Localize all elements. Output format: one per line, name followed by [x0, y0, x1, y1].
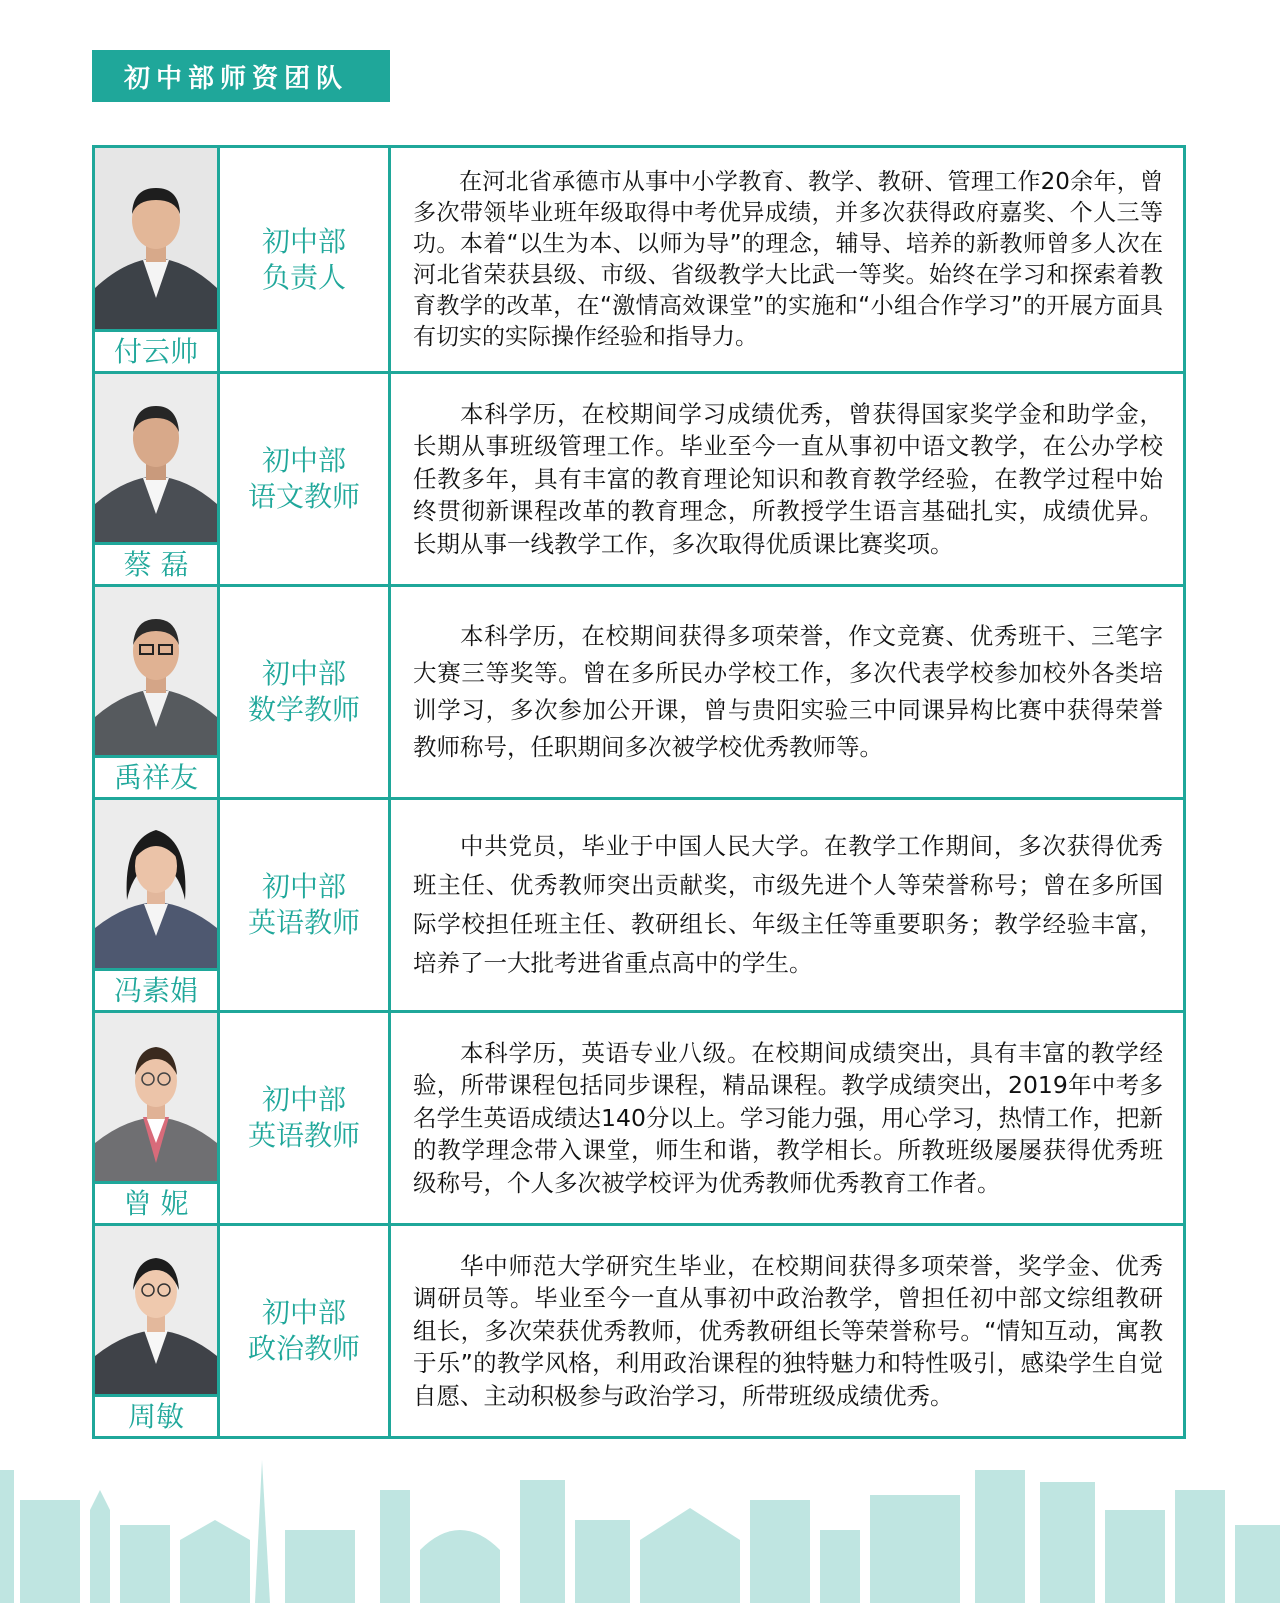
teacher-row	[94, 1225, 1185, 1438]
city-skyline-decoration	[0, 1430, 1280, 1603]
teacher-photo	[95, 1013, 217, 1181]
photo-cell	[94, 1012, 219, 1225]
portrait-female-glasses	[95, 1013, 217, 1181]
bio-cell	[390, 1012, 1185, 1225]
teacher-row	[94, 1012, 1185, 1225]
role-cell	[219, 586, 390, 799]
role-cell	[219, 147, 390, 373]
role-title: 语文教师	[247, 480, 360, 513]
teacher-row	[94, 799, 1185, 1012]
photo-cell	[94, 1225, 219, 1438]
role-title: 政治教师	[247, 1332, 360, 1365]
portrait-male-glasses	[95, 587, 217, 755]
teacher-bio: 本科学历，在校期间学习成绩优秀，曾获得国家奖学金和助学金，长期从事班级管理工作。毕业至今一直从事初中语文教学，在公办学校任教多年，具有丰富的教育理论知识和教育教学经验，在教学过程中始终贯彻新课程改革的教育理念，所教授学生语言基础扎实，成绩优异。长期从事一线教学工作，多次取得优质课比赛奖项。	[413, 399, 1163, 558]
teacher-bio: 中共党员，毕业于中国人民大学。在教学工作期间，多次获得优秀班主任、优秀教师突出贡献奖，市级先进个人等荣誉称号；曾在多所国际学校担任班主任、教研组长、年级主任等重要职务；教学经验丰富，培养了一大批考进省重点高中的学生。	[413, 832, 1163, 977]
teacher-name: 蔡 磊	[95, 542, 217, 584]
photo-cell	[94, 799, 219, 1012]
teacher-name: 曾 妮	[95, 1181, 217, 1223]
portrait-male	[95, 374, 217, 542]
portrait-male	[95, 148, 217, 329]
teacher-photo	[95, 800, 217, 968]
role-department: 初中部	[261, 1296, 346, 1329]
bio-cell	[390, 373, 1185, 586]
teacher-photo	[95, 1226, 217, 1394]
role-cell	[219, 1012, 390, 1225]
teacher-name: 周敏	[95, 1394, 217, 1436]
teacher-bio: 本科学历，英语专业八级。在校期间成绩突出，具有丰富的教学经验，所带课程包括同步课程，精品课程。教学成绩突出，2019年中考多名学生英语成绩达140分以上。学习能力强，用心学习，热情工作，把新的教学理念带入课堂，师生和谐，教学相长。所教班级屡屡获得优秀班级称号，个人多次被学校评为优秀教师优秀教育工作者。	[413, 1038, 1163, 1197]
role-department: 初中部	[261, 224, 346, 258]
role-title: 数学教师	[247, 693, 360, 726]
bio-cell	[390, 1225, 1185, 1438]
teacher-row	[94, 586, 1185, 799]
role-department: 初中部	[261, 444, 346, 477]
teacher-bio: 华中师范大学研究生毕业，在校期间获得多项荣誉，奖学金、优秀调研员等。毕业至今一直从事初中政治教学，曾担任初中部文综组教研组长，多次荣获优秀教师，优秀教研组长等荣誉称号。“情知互动，寓教于乐”的教学风格，利用政治课程的独特魅力和特性吸引，感染学生自觉自愿、主动积极参与政治学习，所带班级成绩优秀。	[413, 1251, 1163, 1410]
bio-cell	[390, 799, 1185, 1012]
teacher-photo	[95, 374, 217, 542]
section-title: 初中部师资团队	[124, 63, 349, 94]
photo-cell	[94, 586, 219, 799]
photo-cell	[94, 373, 219, 586]
teacher-row	[94, 147, 1185, 373]
role-cell	[219, 799, 390, 1012]
photo-cell	[94, 147, 219, 373]
role-cell	[219, 1225, 390, 1438]
teacher-bio: 本科学历，在校期间获得多项荣誉，作文竞赛、优秀班干、三笔字大赛三等奖等。曾在多所民办学校工作，多次代表学校参加校外各类培训学习，多次参加公开课，曾与贵阳实验三中同课异构比赛中获得荣誉教师称号，任职期间多次被学校优秀教师等。	[413, 622, 1163, 761]
portrait-female-glasses	[95, 1226, 217, 1394]
portrait-female	[95, 800, 217, 968]
teacher-row	[94, 373, 1185, 586]
teacher-photo	[95, 148, 217, 329]
role-cell	[219, 373, 390, 586]
role-title: 负责人	[261, 260, 346, 294]
role-department: 初中部	[261, 870, 346, 903]
section-title-banner	[92, 50, 390, 102]
role-department: 初中部	[261, 1083, 346, 1116]
teacher-name: 冯素娟	[95, 968, 217, 1010]
role-title: 英语教师	[247, 906, 360, 939]
teacher-bio: 在河北省承德市从事中小学教育、教学、教研、管理工作20余年，曾多次带领毕业班年级取得中考优异成绩，并多次获得政府嘉奖、个人三等功。本着“以生为本、以师为导”的理念，辅导、培养的新教师曾多人次在河北省荣获县级、市级、省级教学大比武一等奖。始终在学习和探索着教育教学的改革，在“激情高效课堂”的实施和“小组合作学习”的开展方面具有切实的实际操作经验和指导力。	[413, 168, 1163, 350]
teacher-name: 付云帅	[95, 329, 217, 371]
bio-cell	[390, 147, 1185, 373]
role-title: 英语教师	[247, 1119, 360, 1152]
role-department: 初中部	[261, 657, 346, 690]
teacher-table	[92, 145, 1186, 1439]
teacher-photo	[95, 587, 217, 755]
teacher-name: 禹祥友	[95, 755, 217, 797]
bio-cell	[390, 586, 1185, 799]
